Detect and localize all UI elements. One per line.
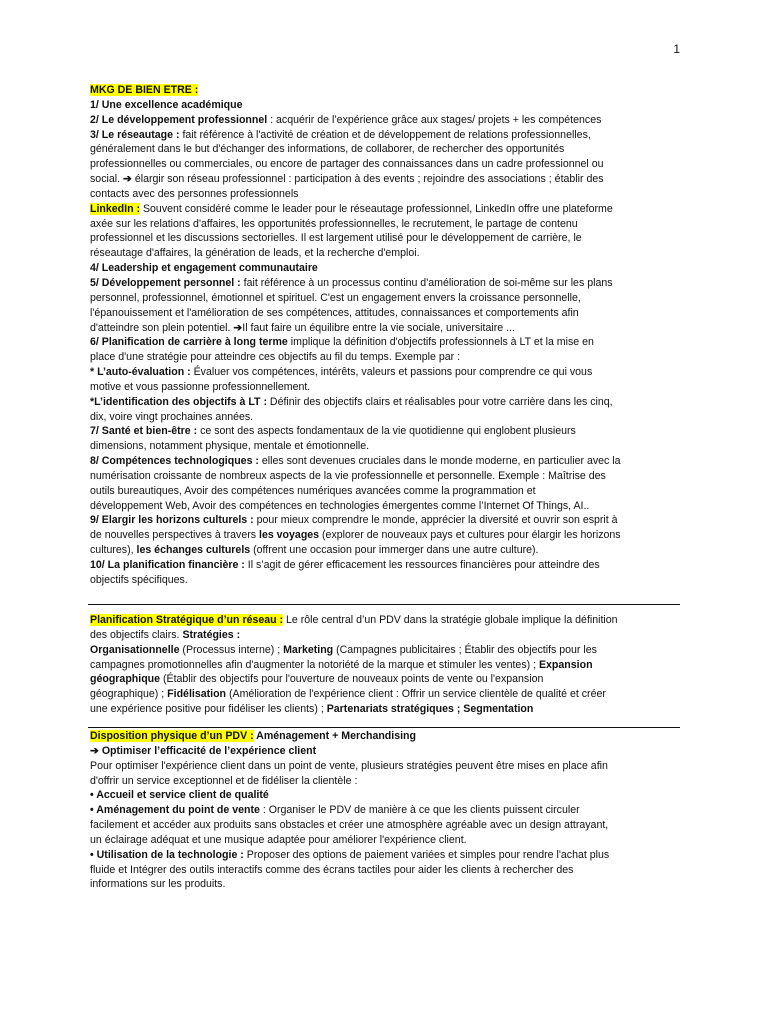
text-line: [90, 306, 690, 321]
text-line: [90, 643, 690, 658]
text-line: [90, 261, 690, 276]
section-disposition-physique: [90, 729, 690, 892]
text-line: [90, 469, 690, 484]
bold-text: Organisationnelle: [90, 643, 180, 656]
bold-text: 8/ Compétences technologiques :: [90, 455, 259, 468]
text-line: [90, 774, 690, 789]
text-run: pour mieux comprendre le monde, apprécier la diversité et ouvrir son esprit à: [253, 514, 618, 527]
text-line: [90, 543, 690, 558]
text-line: [90, 759, 690, 774]
text-line: [90, 744, 690, 759]
text-line: [90, 499, 690, 514]
text-line: [90, 513, 690, 528]
text-line: [90, 157, 690, 172]
bold-text: 6/ Planification de carrière à long terme: [90, 336, 288, 349]
text-line: [90, 380, 690, 395]
text-run: Il s’agit de gérer efficacement les ressources financières pour atteindre des: [244, 559, 600, 571]
arrow-icon: ➔: [233, 321, 243, 334]
text-run: généralement dans le but d'échanger des informations, de collaborer, de rechercher des opportunités: [90, 143, 565, 156]
arrow-icon: ➔: [122, 173, 132, 186]
text-line: [90, 335, 690, 350]
text-run: informations sur les produits.: [90, 878, 226, 891]
bold-text: *L’identification des objectifs à LT :: [90, 395, 267, 408]
text-line: [90, 98, 690, 113]
text-run: objectifs spécifiques.: [90, 573, 188, 586]
section-divider: [88, 604, 680, 605]
text-line: [90, 291, 690, 306]
text-run: géographique) ;: [90, 688, 168, 701]
text-line: [90, 803, 690, 818]
text-run: : Organiser le PDV de manière à ce que les clients puissent circuler: [259, 804, 580, 817]
text-line: [90, 454, 690, 469]
text-line: [90, 484, 690, 499]
text-run: outils bureautiques, Avoir des compétences numériques avancées comme la programmation et: [90, 484, 536, 497]
bold-text: 9/ Elargir les horizons culturels :: [90, 514, 254, 527]
text-line: [90, 818, 690, 833]
text-run: dix, voire vingt prochaines années.: [90, 410, 254, 423]
section-mkg-bien-etre: [90, 83, 690, 588]
bold-text: Partenariats stratégiques ; Segmentation: [326, 703, 534, 716]
text-run: cultures),: [90, 544, 137, 557]
text-run: Évaluer vos compétences, intérêts, valeurs et passions pour comprendre ce qui vous: [190, 366, 593, 379]
text-line: [90, 658, 690, 673]
text-run: Proposer des options de paiement variées et simples pour rendre l'achat plus: [243, 848, 610, 861]
text-line: [90, 246, 690, 261]
text-line: [90, 202, 690, 217]
bold-text: les voyages: [259, 529, 320, 542]
bold-text: les échanges culturels: [136, 544, 251, 557]
text-line: [90, 350, 690, 365]
text-run: élargir son réseau professionnel : participation à des events ; rejoindre des associations ; établir des: [131, 173, 604, 186]
text-run: un éclairage adéquat et une musique adaptée pour améliorer l'expérience client.: [90, 833, 467, 846]
text-run: développement Web, Avoir des compétences en technologies émergentes comme l’Internet Of Things, AI..: [90, 499, 590, 512]
text-run: (Amélioration de l'expérience client : Offrir un service clientèle de qualité et créer: [226, 688, 606, 701]
text-run: facilement et accéder aux produits sans obstacles et créer une atmosphère agréable avec un design attrayant,: [90, 819, 609, 832]
bold-text: Expansion: [538, 658, 593, 671]
text-run: (explorer de nouveaux pays et cultures pour élargir les horizons: [319, 529, 621, 542]
text-run: Le rôle central d’un PDV dans la stratégie globale implique la définition: [283, 614, 618, 626]
text-line: [90, 365, 690, 380]
text-run: fait référence à un processus continu d'amélioration de soi-même sur les plans: [240, 276, 613, 289]
text-line: [90, 833, 690, 848]
section-planification-strategique: [90, 613, 690, 717]
text-run: axée sur les relations d'affaires, les opportunités professionnelles, le recrutement, le partage de contenu: [90, 217, 578, 230]
text-line: [90, 439, 690, 454]
text-run: des objectifs clairs.: [90, 628, 183, 641]
bold-text: 4/ Leadership et engagement communautaire: [90, 262, 318, 275]
text-line: [90, 172, 690, 187]
text-run: l'épanouissement et l'amélioration de ses compétences, attitudes, connaissances et comportements afin: [90, 306, 579, 319]
text-line: [90, 142, 690, 157]
text-run: Définir des objectifs clairs et réalisables pour votre carrière dans les cinq,: [266, 395, 613, 408]
bold-text: 3/ Le réseautage :: [90, 128, 180, 141]
text-line: [90, 558, 690, 573]
text-line: [90, 113, 690, 128]
text-line: [90, 788, 690, 803]
bold-text: 1/ Une excellence académique: [90, 98, 243, 111]
text-line: [90, 276, 690, 291]
text-line: [90, 83, 690, 98]
text-line: [90, 395, 690, 410]
text-run: elles sont devenues cruciales dans le monde moderne, en particulier avec la: [258, 455, 621, 468]
text-run: : acquérir de l’expérience grâce aux stages/ projets + les compétences: [267, 113, 602, 126]
text-run: implique la définition d'objectifs professionnels à LT et la mise en: [287, 336, 594, 349]
text-line: [90, 187, 690, 202]
text-run: Il faut faire un équilibre entre la vie sociale, universitaire ...: [242, 321, 515, 334]
text-run: fluide et Intégrer des outils interactifs comme des écrans tactiles pour aider les clients à rechercher des: [90, 863, 574, 876]
text-run: social.: [90, 173, 123, 186]
text-run: place d'une stratégie pour atteindre ces objectifs au fil du temps. Exemple par :: [90, 351, 461, 364]
text-run: une expérience positive pour fidéliser les clients) ;: [90, 703, 327, 716]
text-line: [90, 424, 690, 439]
bold-text: Stratégies :: [182, 628, 241, 641]
bold-text: Aménagement + Merchandising: [253, 730, 417, 742]
text-run: (offrent une occasion pour immerger dans une autre culture).: [250, 544, 539, 557]
text-line: [90, 863, 690, 878]
text-line: [90, 877, 690, 892]
text-line: [90, 410, 690, 425]
text-run: professionnel et les discussions sectorielles. Il est largement utilisé pour le développement de carrière, le: [90, 232, 582, 245]
highlighted-heading: MKG DE BIEN ETRE :: [90, 84, 199, 96]
text-run: Souvent considéré comme le leader pour le réseautage professionnel, LinkedIn offre une plateforme: [140, 202, 613, 215]
text-line: [90, 729, 690, 744]
text-run: campagnes promotionnelles afin d'augmenter la notoriété de la marque et stimuler les ventes) ;: [90, 658, 539, 671]
text-run: (Processus interne) ;: [179, 643, 284, 656]
highlighted-heading: Disposition physique d’un PDV :: [90, 730, 254, 742]
text-run: (Campagnes publicitaires ; Établir des objectifs pour les: [333, 643, 597, 656]
highlighted-heading: Planification Stratégique d’un réseau :: [90, 614, 284, 626]
text-line: [90, 628, 690, 643]
bold-text: • Accueil et service client de qualité: [90, 789, 269, 802]
text-line: [90, 321, 690, 336]
text-run: d'offrir un service exceptionnel et de fidéliser la clientèle :: [90, 774, 358, 787]
bold-text: Marketing: [283, 643, 334, 656]
bold-text: 2/ Le développement professionnel: [90, 113, 268, 126]
text-run: dimensions, notamment physique, mentale et émotionnelle.: [90, 440, 370, 453]
text-line: [90, 128, 690, 143]
bold-text: 7/ Santé et bien-être :: [90, 425, 198, 438]
text-run: d'atteindre son plein potentiel.: [90, 321, 234, 334]
bold-text: 5/ Développement personnel :: [90, 276, 241, 289]
text-run: (Établir des objectifs pour l'ouverture de nouveaux points de vente ou l'expansion: [160, 673, 544, 686]
section-divider: [88, 727, 680, 728]
bold-text: ➔ Optimiser l’efficacité de l’expérience client: [90, 744, 317, 757]
bold-text: Fidélisation: [167, 688, 227, 701]
highlighted-heading: LinkedIn :: [90, 202, 141, 215]
text-run: Pour optimiser l'expérience client dans un point de vente, plusieurs stratégies peuvent être mises en place afin: [90, 759, 608, 772]
text-run: ce sont des aspects fondamentaux de la vie quotidienne qui englobent plusieurs: [197, 425, 576, 438]
text-line: [90, 528, 690, 543]
text-line: [90, 613, 690, 628]
text-run: de nouvelles perspectives à travers: [90, 529, 259, 542]
bold-text: 10/ La planification financière :: [90, 559, 245, 571]
text-run: personnel, professionnel, émotionnel et spirituel. C'est un engagement envers la croissance personnelle,: [90, 291, 581, 304]
text-line: [90, 217, 690, 232]
bold-text: géographique: [90, 673, 161, 686]
text-line: [90, 687, 690, 702]
bold-text: • Utilisation de la technologie :: [90, 848, 244, 861]
text-run: contacts avec des personnes professionnels: [90, 187, 299, 200]
text-line: [90, 848, 690, 863]
page-number: 1: [673, 42, 680, 56]
text-line: [90, 672, 690, 687]
text-line: [90, 702, 690, 717]
bold-text: * L’auto-évaluation :: [90, 366, 191, 379]
text-run: motive et vous passionne professionnellement.: [90, 380, 311, 393]
text-run: fait référence à l'activité de création et de développement de relations professionnelles,: [179, 128, 591, 141]
text-line: [90, 573, 690, 588]
bold-text: • Aménagement du point de vente: [90, 804, 260, 817]
text-line: [90, 231, 690, 246]
text-run: numérisation croissante de nombreux aspects de la vie professionnelle et personnelle. Exemple : Maîtrise des: [90, 469, 606, 482]
text-run: réseautage d'affaires, la génération de leads, et la recherche d'emploi.: [90, 247, 420, 260]
text-run: professionnelles ou commerciales, ou encore de partager des connaissances dans un cadre professionnel ou: [90, 158, 604, 171]
